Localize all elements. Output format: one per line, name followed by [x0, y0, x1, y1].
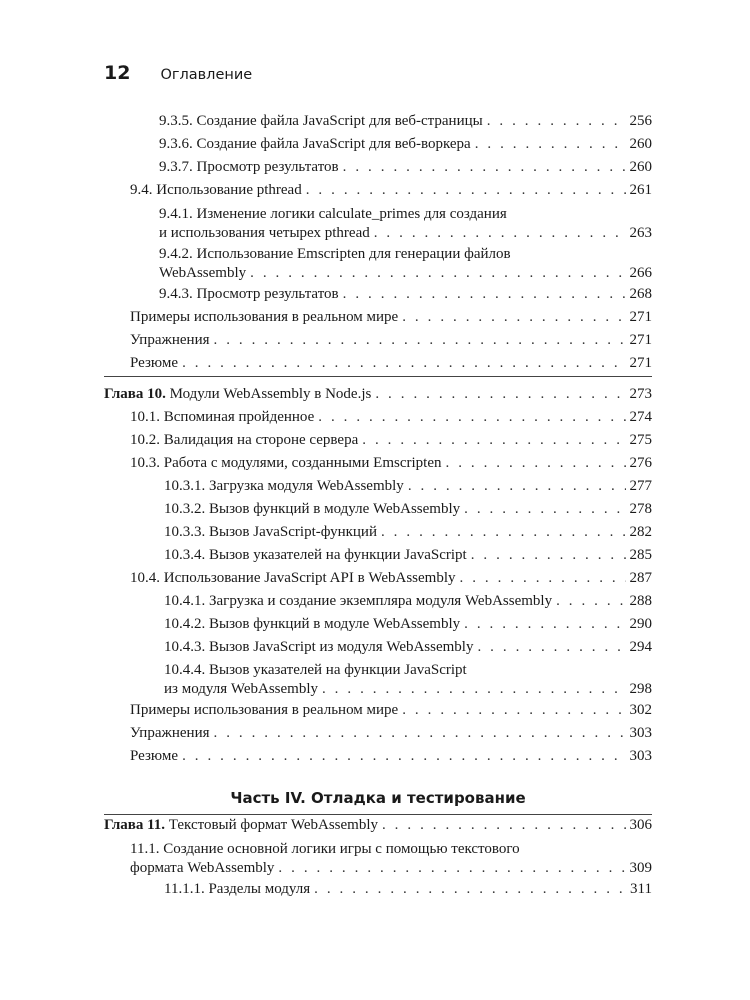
part-heading: Часть IV. Отладка и тестирование: [230, 789, 526, 807]
chapter-number: Глава 10.: [104, 386, 166, 402]
toc-entry-label: Упражнения: [130, 725, 210, 741]
toc-entry: [130, 569, 652, 588]
toc-page-number: 271: [629, 332, 652, 348]
toc-chapter-entry: [104, 385, 652, 404]
toc-page-number: 278: [629, 501, 652, 517]
dot-leader: [343, 285, 626, 304]
toc-page-number: 275: [629, 432, 652, 448]
toc-entry: [130, 431, 652, 450]
toc-entry: [159, 205, 652, 243]
toc-entry: [164, 592, 652, 611]
dot-leader: [402, 701, 625, 720]
dot-leader: [374, 224, 626, 243]
dot-leader: [362, 431, 625, 450]
dot-leader: [408, 477, 626, 496]
dot-leader: [477, 638, 625, 657]
toc-page-number: 260: [629, 159, 652, 175]
dot-leader: [182, 747, 625, 766]
toc-entry-label: 10.3.3. Вызов JavaScript-функций: [164, 524, 377, 540]
dot-leader: [556, 592, 625, 611]
toc-entry-label: Примеры использования в реальном мире: [130, 702, 399, 718]
toc-entry: [164, 523, 652, 542]
toc-page-number: 306: [629, 817, 652, 833]
toc-entry-label: 10.3.2. Вызов функций в модуле WebAssembly: [164, 501, 461, 517]
part-divider-top: [104, 376, 652, 377]
toc-entry-label: 10.1. Вспоминая пройденное: [130, 409, 315, 425]
dot-leader: [214, 724, 626, 743]
toc-page-number: 309: [629, 860, 652, 876]
toc-entry-label: 9.3.7. Просмотр результатов: [159, 159, 339, 175]
toc-entry: [159, 285, 652, 304]
toc-entry: [164, 615, 652, 634]
toc-page-number: 274: [629, 409, 652, 425]
toc-entry-label: Резюме: [130, 748, 179, 764]
toc-entry: [130, 747, 652, 766]
toc-page-number: 311: [630, 881, 652, 897]
dot-leader: [460, 569, 626, 588]
page-header: [104, 62, 252, 92]
toc-page-number: 303: [629, 748, 652, 764]
toc-page-number: 277: [629, 478, 652, 494]
dot-leader: [464, 615, 625, 634]
toc-entry: [164, 477, 652, 496]
toc-entry: [130, 454, 652, 473]
toc-entry-label: 10.3.1. Загрузка модуля WebAssembly: [164, 478, 404, 494]
toc-page-number: 263: [629, 225, 652, 241]
toc-page-number: 276: [629, 455, 652, 471]
running-title: Оглавление: [160, 67, 253, 83]
toc-entry-label: 10.2. Валидация на стороне сервера: [130, 432, 359, 448]
toc-entry: [164, 500, 652, 519]
toc-page-number: 294: [629, 639, 652, 655]
toc-entry-label: WebAssembly: [159, 265, 247, 281]
toc-page-number: 290: [629, 616, 652, 632]
toc-entry: [130, 354, 652, 373]
toc-entry-label: 9.3.6. Создание файла JavaScript для веб-воркера: [159, 136, 471, 152]
dot-leader: [343, 158, 626, 177]
toc-entry: [130, 840, 652, 878]
toc-page-number: 273: [629, 386, 652, 402]
toc-page-number: 268: [629, 286, 652, 302]
dot-leader: [278, 859, 625, 878]
chapter-number: Глава 11.: [104, 817, 166, 833]
toc-entry-label-line1: 9.4.1. Изменение логики calculate_primes для создания: [159, 206, 507, 222]
toc-entry-label: 10.4.1. Загрузка и создание экземпляра модуля WebAssembly: [164, 593, 553, 609]
toc-page-number: 282: [629, 524, 652, 540]
toc-entry-label: из модуля WebAssembly: [164, 681, 318, 697]
toc-page-number: 266: [629, 265, 652, 281]
dot-leader: [214, 331, 626, 350]
toc-entry-label: Текстовый формат WebAssembly: [168, 817, 378, 833]
toc-page-number: 287: [629, 570, 652, 586]
toc-entry-label: Резюме: [130, 355, 179, 371]
dot-leader: [464, 500, 625, 519]
toc-entry: [164, 661, 652, 699]
toc-chapter-entry: [104, 816, 652, 835]
toc-page-number: 302: [629, 702, 652, 718]
toc-entry: [130, 701, 652, 720]
toc-entry-label: 10.3. Работа с модулями, созданными Emscripten: [130, 455, 442, 471]
toc-page-number: 285: [629, 547, 652, 563]
toc-page-number: 261: [629, 182, 652, 198]
dot-leader: [375, 385, 625, 404]
toc-entry: [159, 245, 652, 283]
toc-entry-label: 10.4. Использование JavaScript API в WebAssembly: [130, 570, 456, 586]
part-divider-bottom: [104, 814, 652, 815]
toc-entry-label: 10.4.3. Вызов JavaScript из модуля WebAssembly: [164, 639, 474, 655]
toc-entry: [164, 638, 652, 657]
toc-page-number: 271: [629, 309, 652, 325]
toc-entry-label: 9.3.5. Создание файла JavaScript для веб-страницы: [159, 113, 483, 129]
dot-leader: [182, 354, 625, 373]
dot-leader: [250, 264, 625, 283]
toc-entry-label: Модули WebAssembly в Node.js: [169, 386, 372, 402]
toc-entry: [159, 135, 652, 154]
dot-leader: [446, 454, 626, 473]
toc-page-number: 260: [629, 136, 652, 152]
toc-entry-label: 9.4. Использование pthread: [130, 182, 302, 198]
toc-entry: [159, 158, 652, 177]
toc-entry-label-line1: 9.4.2. Использование Emscripten для генерации файлов: [159, 246, 511, 262]
dot-leader: [402, 308, 625, 327]
toc-entry-label: 10.3.4. Вызов указателей на функции JavaScript: [164, 547, 467, 563]
toc-entry-label: 9.4.3. Просмотр результатов: [159, 286, 339, 302]
dot-leader: [322, 680, 626, 699]
toc-entry-label: 10.4.2. Вызов функций в модуле WebAssembly: [164, 616, 461, 632]
toc-page-number: 303: [629, 725, 652, 741]
toc-page-number: 298: [629, 681, 652, 697]
toc-entry: [130, 181, 652, 200]
toc-entry: [164, 546, 652, 565]
dot-leader: [487, 112, 626, 131]
page-number: 12: [104, 62, 131, 84]
toc-page-number: 256: [629, 113, 652, 129]
toc-entry: [164, 880, 652, 899]
dot-leader: [475, 135, 626, 154]
toc-entry-label-line1: 11.1. Создание основной логики игры с помощью текстового: [130, 841, 520, 857]
toc-entry: [130, 408, 652, 427]
toc-entry-label: формата WebAssembly: [130, 860, 275, 876]
toc-entry-label: и использования четырех pthread: [159, 225, 370, 241]
dot-leader: [382, 816, 626, 835]
toc-page-number: 271: [629, 355, 652, 371]
dot-leader: [318, 408, 625, 427]
toc-entry: [130, 724, 652, 743]
toc-page-number: 288: [629, 593, 652, 609]
toc-entry: [159, 112, 652, 131]
dot-leader: [471, 546, 626, 565]
dot-leader: [314, 880, 626, 899]
toc-entry: [130, 308, 652, 327]
toc-entry-label: Примеры использования в реальном мире: [130, 309, 399, 325]
toc-entry: [130, 331, 652, 350]
toc-entry-label-line1: 10.4.4. Вызов указателей на функции JavaScript: [164, 662, 467, 678]
toc-entry-label: Упражнения: [130, 332, 210, 348]
dot-leader: [381, 523, 626, 542]
dot-leader: [306, 181, 626, 200]
toc-entry-label: 11.1.1. Разделы модуля: [164, 881, 311, 897]
